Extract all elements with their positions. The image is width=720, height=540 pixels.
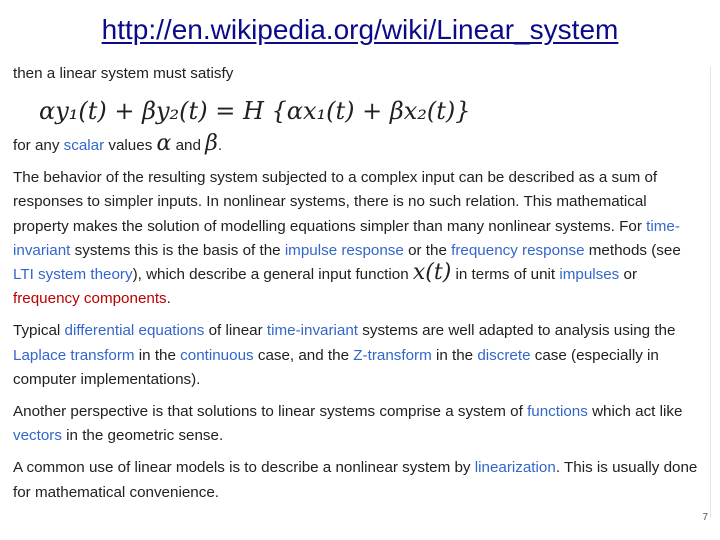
alpha-symbol: α xyxy=(156,131,172,156)
text: Another perspective is that solutions to linear systems comprise a system of xyxy=(13,403,528,421)
link-laplace-transform[interactable]: Laplace transform xyxy=(13,346,135,364)
link-scalar[interactable]: scalar xyxy=(63,137,105,154)
link-linearization[interactable]: linearization xyxy=(474,459,556,477)
text: A common use of linear models is to describe a nonlinear system by xyxy=(13,459,475,477)
link-time-invariant[interactable]: time-invariant xyxy=(13,217,680,259)
text: Typical xyxy=(13,322,65,340)
paragraph-superposition xyxy=(13,166,703,311)
link-continuous[interactable]: continuous xyxy=(180,346,254,364)
scalar-sentence xyxy=(13,131,703,158)
paragraph-transforms xyxy=(13,319,703,392)
intro-line xyxy=(13,66,703,88)
text: in the xyxy=(134,346,181,364)
input-function-symbol: x(t) xyxy=(412,260,452,286)
intro-text: then a linear system must satisfy xyxy=(13,66,234,82)
text: methods (see xyxy=(584,241,681,259)
link-differential-equations[interactable]: differential equations xyxy=(64,322,205,340)
formula-equals: = xyxy=(207,97,243,125)
text: in the xyxy=(431,346,478,364)
article-excerpt xyxy=(10,66,711,518)
text: values xyxy=(104,137,157,154)
link-impulses[interactable]: impulses xyxy=(559,266,620,284)
text: which act like xyxy=(587,403,683,421)
link-frequency-components[interactable]: frequency components xyxy=(13,290,167,308)
formula-lhs: αy₁(t) + βy₂(t) xyxy=(39,97,208,125)
link-discrete[interactable]: discrete xyxy=(477,346,531,364)
link-z-transform[interactable]: Z-transform xyxy=(353,346,432,364)
text: and xyxy=(171,137,206,154)
text: in terms of unit xyxy=(451,266,560,284)
text: or xyxy=(619,266,638,284)
link-impulse-response[interactable]: impulse response xyxy=(284,241,404,259)
text: case, and the xyxy=(253,346,354,364)
text: . xyxy=(166,290,171,308)
text: . xyxy=(217,137,223,154)
beta-symbol: β xyxy=(205,131,218,156)
link-frequency-response[interactable]: frequency response xyxy=(451,241,585,259)
paragraph-vectors xyxy=(13,400,703,448)
text: in the geometric sense. xyxy=(61,427,224,445)
text: or the xyxy=(403,241,452,259)
link-functions[interactable]: functions xyxy=(527,403,588,421)
link-vectors[interactable]: vectors xyxy=(13,427,62,445)
slide-page-number: 7 xyxy=(702,512,708,523)
text: The behavior of the resulting system subjected to a complex input can be described as a sum of responses to simpler inputs. In nonlinear systems, there is no such relation. This mathematical property makes the solution of modelling equations simpler than many nonlinear systems. For xyxy=(13,169,658,235)
text: case (especially in computer implementations). xyxy=(13,346,659,388)
text: ), which describe a general input function xyxy=(132,266,413,284)
page-url-title[interactable]: http://en.wikipedia.org/wiki/Linear_system xyxy=(101,14,619,45)
text: systems are well adapted to analysis using the xyxy=(358,322,676,340)
text: systems this is the basis of the xyxy=(70,241,285,259)
link-time-invariant-2[interactable]: time-invariant xyxy=(266,322,359,340)
text: for any xyxy=(13,137,64,154)
text: . This is usually done for mathematical convenience. xyxy=(13,459,698,501)
paragraph-linearization xyxy=(13,456,703,504)
formula-rhs: H {αx₁(t) + βx₂(t)} xyxy=(242,97,471,125)
superposition-formula xyxy=(13,88,703,134)
article-content xyxy=(13,66,703,505)
link-lti-system-theory[interactable]: LTI system theory xyxy=(13,266,133,284)
text: of linear xyxy=(204,322,267,340)
